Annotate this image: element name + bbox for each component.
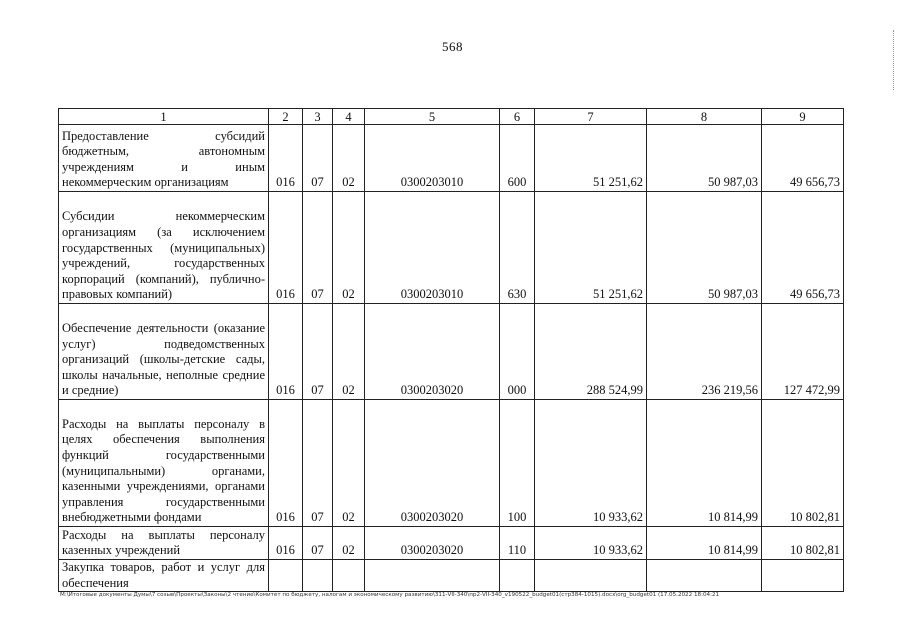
- cell-amount-col9: 49 656,73: [762, 125, 844, 192]
- row-name: Обеспечение деятельности (оказание услуг) подведомственных организаций (школы-детские сады, школы начальные, неполные средние и средние): [59, 304, 269, 400]
- row-name: Закупка товаров, работ и услуг для обеспечения: [59, 560, 269, 592]
- cell-amount-col7: [535, 560, 647, 592]
- cell-amount-col8: 236 219,56: [647, 304, 762, 400]
- cell-vr: 600: [500, 125, 535, 192]
- header-cell: 6: [500, 109, 535, 125]
- header-cell: 7: [535, 109, 647, 125]
- cell-rz: 07: [303, 125, 333, 192]
- table-row: [59, 304, 844, 400]
- row-name: Расходы на выплаты персоналу в целях обеспечения выполнения функций государственными (муниципальными) органами, казенными учреждениями, органами управления государственными внебюджетными фондами: [59, 400, 269, 527]
- cell-pr: 02: [333, 527, 365, 560]
- cell-pr: 02: [333, 192, 365, 304]
- table-row: [59, 400, 844, 527]
- cell-rz: 07: [303, 304, 333, 400]
- footer-file-path: M:\Итоговые документы Думы\7 созыв\Проекты\Законы\2 чтение\Комитет по бюджету, налогам и экономическому развитию\311-VII-340\пр2-VII-340_v190522_budget01(стр384-1015).docx\org_budget01 (17.05.2022 18:04:21: [60, 592, 720, 598]
- cell-amount-col9: 10 802,81: [762, 400, 844, 527]
- cell-vr: 630: [500, 192, 535, 304]
- cell-ved: [269, 560, 303, 592]
- row-name: Расходы на выплаты персоналу казенных учреждений: [59, 527, 269, 560]
- cell-csr: [365, 560, 500, 592]
- cell-rz: 07: [303, 527, 333, 560]
- cell-csr: 0300203020: [365, 400, 500, 527]
- cell-rz: 07: [303, 192, 333, 304]
- row-name: Предоставление субсидий бюджетным, автономным учреждениям и иным некоммерческим организациям: [59, 125, 269, 192]
- header-cell: 8: [647, 109, 762, 125]
- budget-table: [58, 108, 844, 592]
- cell-amount-col7: 10 933,62: [535, 400, 647, 527]
- cell-amount-col9: 10 802,81: [762, 527, 844, 560]
- cell-amount-col7: 10 933,62: [535, 527, 647, 560]
- cell-ved: 016: [269, 304, 303, 400]
- cell-amount-col9: [762, 560, 844, 592]
- header-cell: 4: [333, 109, 365, 125]
- cell-amount-col7: 51 251,62: [535, 192, 647, 304]
- header-cell: 9: [762, 109, 844, 125]
- table-row: [59, 560, 844, 592]
- header-cell: 5: [365, 109, 500, 125]
- cell-amount-col8: 10 814,99: [647, 400, 762, 527]
- row-name: Субсидии некоммерческим организациям (за исключением государственных (муниципальных) учреждений, государственных корпораций (компаний), публично-правовых компаний): [59, 192, 269, 304]
- cell-csr: 0300203010: [365, 125, 500, 192]
- cell-csr: 0300203020: [365, 304, 500, 400]
- cell-vr: 110: [500, 527, 535, 560]
- page-number: 568: [442, 39, 463, 54]
- cell-pr: 02: [333, 304, 365, 400]
- cell-vr: 000: [500, 304, 535, 400]
- table-row: [59, 125, 844, 192]
- cell-vr: [500, 560, 535, 592]
- cell-rz: 07: [303, 400, 333, 527]
- table-row: [59, 192, 844, 304]
- cell-amount-col9: 127 472,99: [762, 304, 844, 400]
- cell-amount-col8: 10 814,99: [647, 527, 762, 560]
- cell-rz: [303, 560, 333, 592]
- header-cell: 1: [59, 109, 269, 125]
- cell-ved: 016: [269, 400, 303, 527]
- cell-pr: [333, 560, 365, 592]
- cell-amount-col7: 51 251,62: [535, 125, 647, 192]
- cell-amount-col7: 288 524,99: [535, 304, 647, 400]
- cell-vr: 100: [500, 400, 535, 527]
- margin-mark: [893, 30, 897, 90]
- header-cell: 3: [303, 109, 333, 125]
- cell-ved: 016: [269, 527, 303, 560]
- cell-amount-col8: 50 987,03: [647, 192, 762, 304]
- table-header-row: [59, 109, 844, 125]
- cell-amount-col8: 50 987,03: [647, 125, 762, 192]
- cell-pr: 02: [333, 125, 365, 192]
- cell-ved: 016: [269, 125, 303, 192]
- table-row: [59, 527, 844, 560]
- cell-csr: 0300203020: [365, 527, 500, 560]
- cell-pr: 02: [333, 400, 365, 527]
- cell-ved: 016: [269, 192, 303, 304]
- cell-csr: 0300203010: [365, 192, 500, 304]
- cell-amount-col9: 49 656,73: [762, 192, 844, 304]
- cell-amount-col8: [647, 560, 762, 592]
- header-cell: 2: [269, 109, 303, 125]
